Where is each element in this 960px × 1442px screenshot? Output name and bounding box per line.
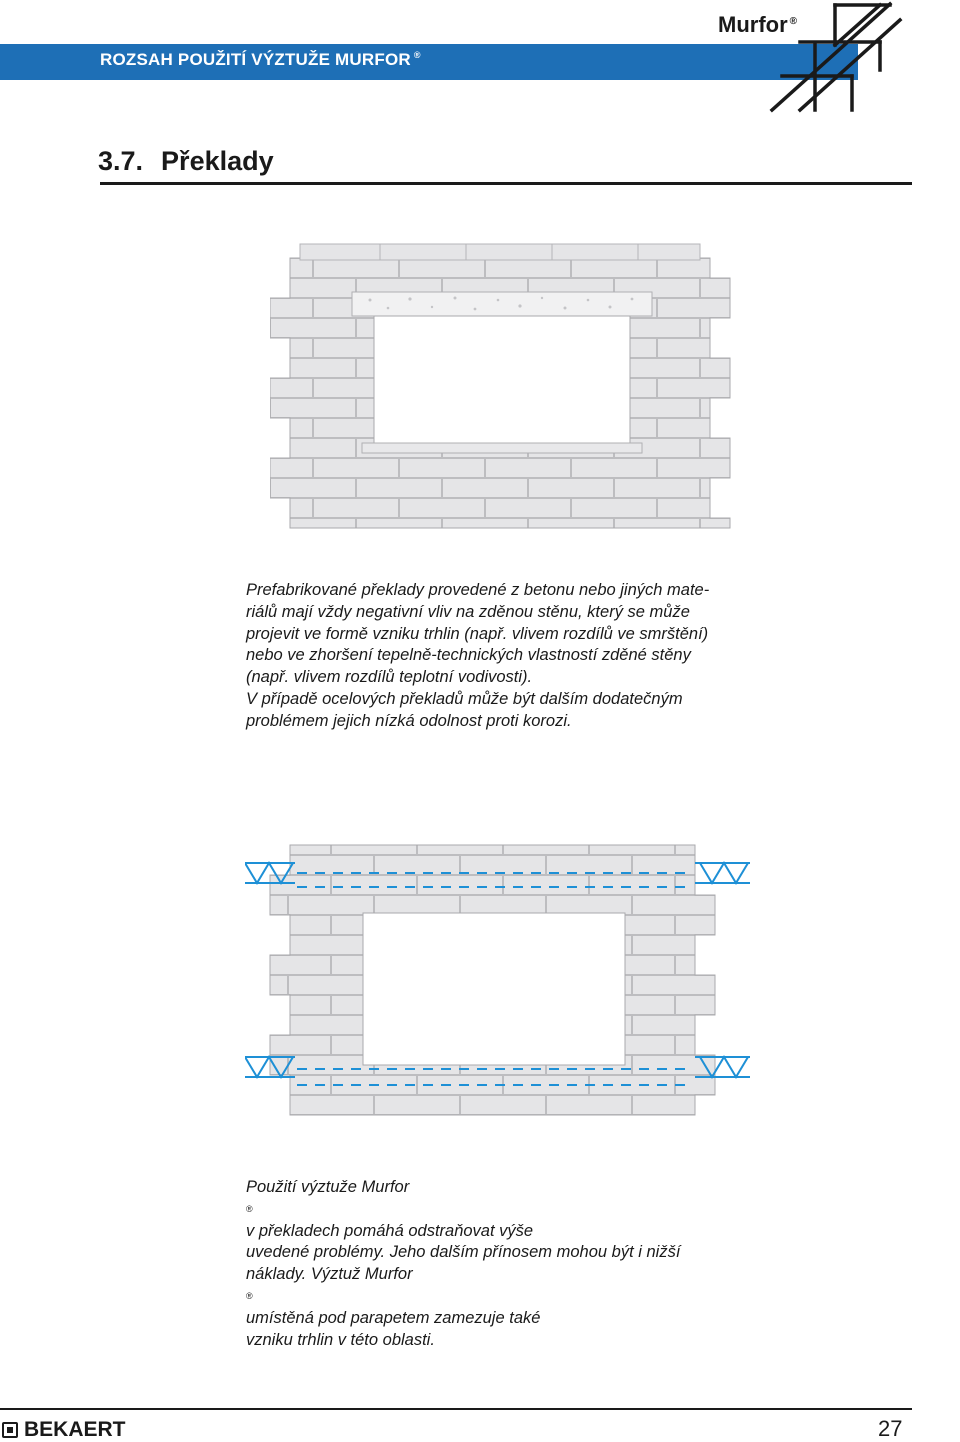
paragraph-line: problémem jejich nízká odolnost proti korozi.	[246, 711, 572, 730]
window-sill	[362, 443, 642, 453]
footer-rule	[0, 1408, 912, 1410]
header-title	[100, 50, 421, 70]
section-number: 3.7.	[98, 146, 144, 176]
paragraph-murfor-benefits	[246, 1177, 752, 1351]
paragraph-line: nebo ve zhoršení tepelně-technických vlastností zděné stěny	[246, 646, 691, 665]
paragraph-line: riálů mají vždy negativní vliv na zděnou stěnu, který se může	[246, 602, 690, 621]
text-fragment: náklady. Výztuž Murfor	[246, 1265, 413, 1284]
page-number: 27	[878, 1416, 903, 1441]
text-fragment: v překladech pomáhá odstraňovat výše	[246, 1221, 534, 1240]
header-title-text: ROZSAH POUŽITÍ VÝZTUŽE MURFOR	[100, 50, 411, 69]
bekaert-logo-icon	[2, 1422, 18, 1438]
paragraph-line	[246, 1264, 752, 1329]
paragraph-line: V případě ocelových překladů může být dalším dodatečným	[246, 689, 683, 708]
window-opening	[374, 316, 630, 446]
murfor-truss-logo-icon	[760, 0, 910, 115]
paragraph-prefab-lintels	[246, 580, 752, 733]
registered-mark: ®	[413, 50, 421, 61]
paragraph-line: uvedené problémy. Jeho dalším přínosem mohou být i nižší	[246, 1243, 681, 1262]
text-fragment: umístěná pod parapetem zamezuje také	[246, 1308, 541, 1327]
wall-illustration-murfor-reinforced	[245, 835, 755, 1125]
paragraph-line: Prefabrikované překlady provedené z betonu nebo jiných mate-	[246, 581, 710, 599]
section-title: Překlady	[161, 146, 274, 176]
wall-illustration-prefab-lintel	[270, 238, 740, 533]
section-heading	[98, 146, 274, 177]
registered-mark: ®	[246, 1290, 253, 1301]
registered-mark: ®	[246, 1203, 253, 1214]
paragraph-line	[246, 1177, 752, 1242]
company-name: BEKAERT	[24, 1418, 126, 1441]
text-fragment: Použití výztuže Murfor	[246, 1178, 410, 1196]
paragraph-line: vzniku trhlin v této oblasti.	[246, 1330, 435, 1349]
paragraph-line: projevit ve formě vzniku trhlin (např. vlivem rozdílů ve smrštění)	[246, 624, 709, 643]
window-opening	[363, 913, 625, 1065]
brand-registered-mark: ®	[789, 15, 798, 27]
concrete-lintel	[352, 292, 652, 316]
brand-name-text: Murfor	[718, 12, 788, 37]
title-rule	[100, 182, 912, 185]
paragraph-line: (např. vlivem rozdílů teplotní vodivosti).	[246, 668, 533, 687]
footer-company-logo	[2, 1418, 126, 1442]
